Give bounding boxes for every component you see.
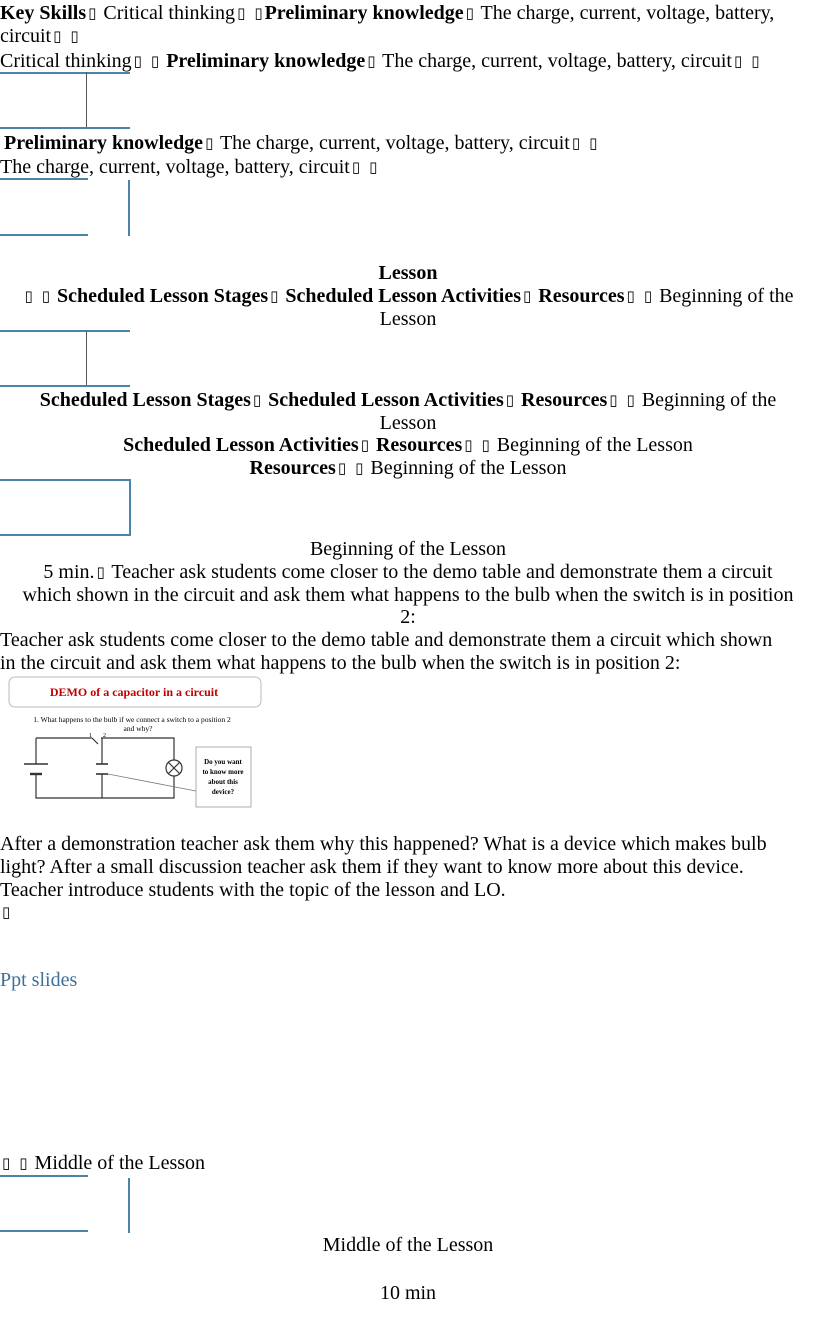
table-rule: [0, 234, 88, 236]
missing-glyph-icon: ▯: [205, 134, 214, 152]
missing-glyph-icon: ▯: [41, 287, 50, 305]
table-rule: [0, 385, 130, 387]
middle-stage-label: Middle of the Lesson: [29, 1152, 206, 1174]
missing-glyph-icon: ▯: [337, 459, 347, 477]
beginning-para-line: which shown in the circuit and ask them what happens to the bulb when the switch is in position: [22, 584, 794, 606]
missing-glyph-icon: ▯: [571, 134, 581, 152]
charge-line: [0, 156, 379, 179]
after-demo-line: light? After a small discussion teacher ask them if they want to know more about this device.: [0, 856, 744, 878]
preliminary-knowledge-text: The charge, current, voltage, battery, circuit: [215, 132, 570, 154]
preliminary-knowledge-heading: Preliminary knowledge: [166, 50, 366, 72]
missing-glyph-icon: ▯: [464, 436, 473, 454]
missing-glyph-icon: ▯: [367, 52, 376, 70]
key-skills-text: Critical thinking: [98, 2, 236, 24]
after-demo-glyph: [0, 901, 12, 924]
beginning-text: Beginning of the Lesson: [365, 457, 567, 479]
missing-glyph-icon: ▯: [53, 27, 62, 45]
figure-title: DEMO of a capacitor in a circuit: [49, 685, 219, 699]
table-rule: [0, 1175, 88, 1177]
activity-text: Teacher ask students come closer to the demo table and demonstrate them a circuit: [106, 561, 773, 583]
resources-heading: Resources: [375, 434, 463, 456]
resources-heading: Resources: [538, 285, 625, 307]
activity-para-line: in the circuit and ask them what happens to the bulb when the switch is in position 2:: [0, 652, 681, 674]
middle-stage-line: [0, 1152, 205, 1175]
table-rule: [0, 330, 130, 332]
missing-glyph-icon: ▯: [643, 287, 653, 305]
lesson-activities-line: [0, 434, 816, 457]
table-rule: [0, 127, 130, 129]
stages-heading: Scheduled Lesson Stages: [39, 389, 251, 411]
lesson-wrap-line: Lesson: [379, 412, 437, 434]
missing-glyph-icon: ▯: [88, 4, 97, 22]
missing-glyph-icon: ▯: [734, 52, 743, 70]
time-text: 5 min.: [43, 561, 95, 583]
callout-pointer: [108, 774, 196, 791]
beginning-para-line: 2:: [400, 606, 416, 628]
stages-heading: Scheduled Lesson Stages: [57, 285, 269, 307]
activities-heading: Scheduled Lesson Activities: [123, 434, 359, 456]
missing-glyph-icon: ▯: [270, 287, 279, 305]
missing-glyph-icon: ▯: [252, 391, 262, 409]
preliminary-knowledge-text: The charge, current, voltage, battery, circuit: [377, 50, 732, 72]
beginning-text: Beginning of the: [654, 285, 794, 307]
missing-glyph-icon: ▯: [360, 436, 369, 454]
lesson-wrap-line: Lesson: [379, 308, 437, 330]
table-rule: [128, 1178, 130, 1233]
missing-glyph-icon: ▯: [751, 52, 760, 70]
preliminary-knowledge-text: The charge, current, voltage, battery,: [475, 2, 775, 24]
resources-link[interactable]: Ppt slides: [0, 969, 78, 991]
missing-glyph-icon: ▯: [505, 391, 514, 409]
missing-glyph-icon: ▯: [70, 27, 79, 45]
circuit-diagram: [24, 738, 196, 798]
activities-heading: Scheduled Lesson Activities: [285, 285, 521, 307]
callout-text: about this: [208, 778, 238, 786]
circuit-text: circuit: [0, 25, 52, 47]
table-cell-frame: [0, 479, 131, 536]
table-rule: [0, 178, 88, 180]
critical-thinking-line: [0, 50, 762, 73]
circuit-wire: [101, 738, 174, 760]
switch-lever: [92, 738, 98, 744]
beginning-title: Beginning of the Lesson: [309, 538, 507, 560]
missing-glyph-icon: ▯: [351, 158, 361, 176]
table-rule: [0, 72, 130, 74]
missing-glyph-icon: ▯: [609, 391, 618, 409]
middle-title: Middle of the Lesson: [322, 1234, 494, 1256]
after-demo-line: Teacher introduce students with the topic of the lesson and LO.: [0, 879, 506, 901]
missing-glyph-icon: ▯: [465, 4, 474, 22]
missing-glyph-icon: ▯: [24, 287, 33, 305]
callout-text: Do you want: [204, 758, 242, 766]
missing-glyph-icon: ▯: [150, 52, 160, 70]
figure-question: and why?: [123, 724, 153, 733]
activities-heading: Scheduled Lesson Activities: [268, 389, 504, 411]
missing-glyph-icon: ▯: [355, 459, 364, 477]
beginning-text: Beginning of the Lesson: [491, 434, 693, 456]
switch-position-label: 2: [103, 733, 106, 739]
lesson-stages-line: [0, 389, 816, 412]
missing-glyph-icon: ▯: [2, 903, 11, 921]
lesson-stages-line: [0, 285, 816, 308]
beginning-para-line: [0, 561, 816, 584]
preliminary-knowledge-line: [4, 132, 599, 155]
circuit-wire: [102, 774, 174, 798]
capacitor-demo-figure: [8, 676, 264, 810]
missing-glyph-icon: ▯: [254, 4, 263, 22]
charge-text: The charge, current, voltage, battery, circuit: [0, 156, 350, 178]
after-demo-line: After a demonstration teacher ask them why this happened? What is a device which makes bulb: [0, 833, 767, 855]
resources-heading: Resources: [249, 457, 336, 479]
table-rule: [0, 1230, 88, 1232]
callout-text: device?: [211, 788, 235, 796]
switch-position-label: 1: [89, 733, 92, 739]
missing-glyph-icon: ▯: [133, 52, 142, 70]
beginning-text: Beginning of the: [636, 389, 777, 411]
callout-text: to know more: [202, 768, 244, 776]
circuit-line: [0, 25, 81, 48]
table-rule: [86, 72, 87, 127]
missing-glyph-icon: ▯: [626, 391, 635, 409]
missing-glyph-icon: ▯: [369, 158, 378, 176]
middle-time: 10 min: [379, 1282, 437, 1304]
figure-question: 1. What happens to the bulb if we connect a switch to a position 2: [33, 715, 231, 724]
lesson-resources-line: [0, 457, 816, 480]
resources-heading: Resources: [521, 389, 608, 411]
circuit-wire: [36, 774, 102, 798]
missing-glyph-icon: ▯: [237, 4, 246, 22]
key-skills-heading: Key Skills: [0, 2, 87, 24]
table-rule: [86, 331, 87, 386]
lesson-title: Lesson: [378, 262, 438, 284]
missing-glyph-icon: ▯: [481, 436, 490, 454]
key-skills-line: [0, 2, 774, 25]
missing-glyph-icon: ▯: [19, 1154, 28, 1172]
missing-glyph-icon: ▯: [626, 287, 635, 305]
callout-box: [196, 747, 251, 807]
table-rule: [128, 180, 130, 236]
missing-glyph-icon: ▯: [589, 134, 598, 152]
missing-glyph-icon: ▯: [523, 287, 532, 305]
preliminary-knowledge-heading: Preliminary knowledge: [4, 132, 204, 154]
activity-para-line: Teacher ask students come closer to the demo table and demonstrate them a circuit which shown: [0, 629, 773, 651]
preliminary-knowledge-heading: Preliminary knowledge: [264, 2, 464, 24]
critical-thinking-text: Critical thinking: [0, 50, 132, 72]
missing-glyph-icon: ▯: [2, 1154, 11, 1172]
missing-glyph-icon: ▯: [96, 563, 105, 581]
